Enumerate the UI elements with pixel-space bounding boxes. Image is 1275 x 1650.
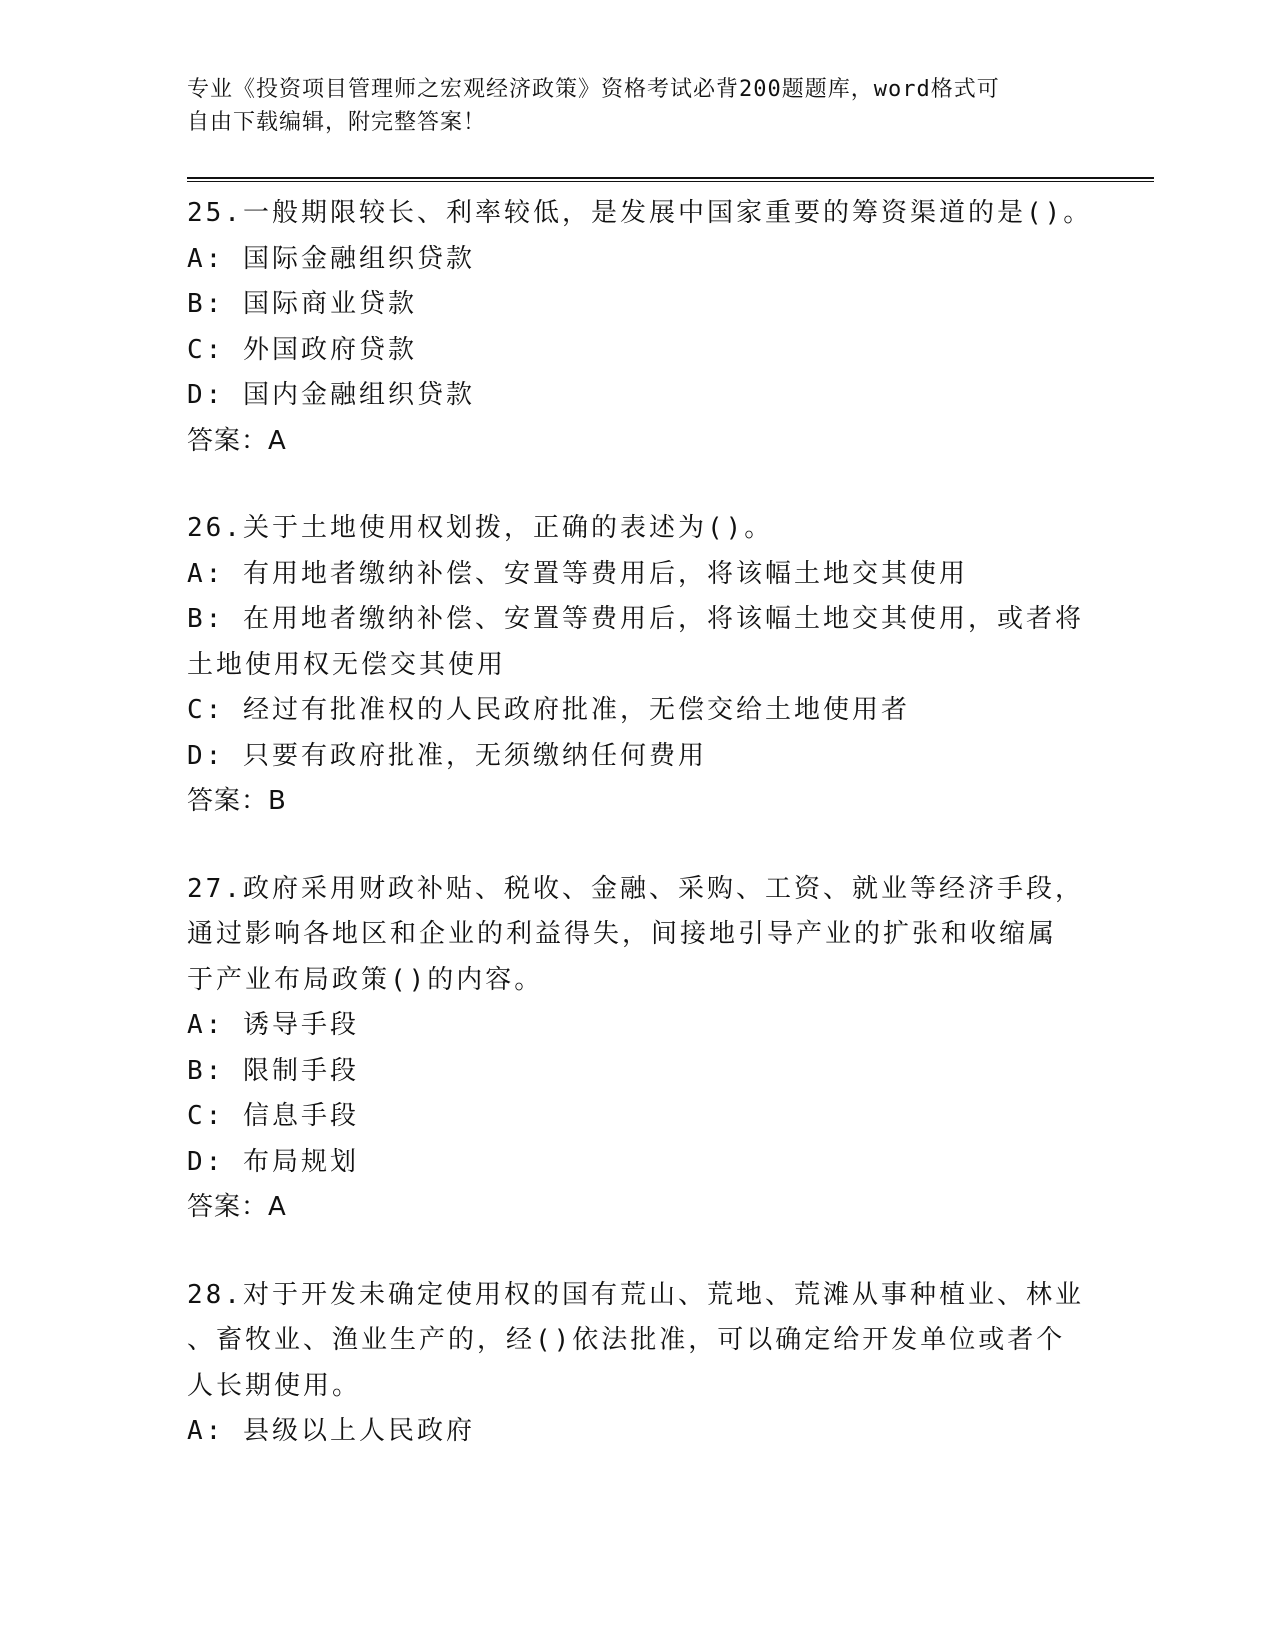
question-stem-continued: 于产业布局政策()的内容。 — [187, 964, 544, 995]
answer-label: 答案：B — [187, 786, 287, 816]
option-a: A: 诱导手段 — [187, 1010, 359, 1040]
header-line: 自由下载编辑，附完整答案！ — [187, 110, 487, 135]
option-d: D: 只要有政府批准，无须缴纳任何费用 — [187, 740, 707, 771]
option-b: B: 限制手段 — [187, 1055, 359, 1086]
question-stem-continued: 人长期使用。 — [187, 1370, 362, 1401]
question-stem: 25.一般期限较长、利率较低，是发展中国家重要的筹资渠道的是()。 — [187, 198, 1093, 228]
question-stem-continued: 、畜牧业、渔业生产的，经()依法批准，可以确定给开发单位或者个 — [187, 1325, 1066, 1355]
question-list — [187, 191, 1093, 1455]
option-b-continued: 土地使用权无偿交其使用 — [187, 649, 507, 680]
document-header — [187, 73, 1067, 139]
option-b: B: 在用地者缴纳补偿、安置等费用后，将该幅土地交其使用，或者将 — [187, 604, 1084, 634]
option-b: B: 国际商业贷款 — [187, 289, 417, 319]
option-d: D: 布局规划 — [187, 1146, 359, 1177]
answer-label: 答案：A — [187, 1192, 287, 1222]
header-line: 专业《投资项目管理师之宏观经济政策》资格考试必背200题题库，word格式可 — [187, 77, 1000, 102]
option-a: A: 县级以上人民政府 — [187, 1416, 475, 1446]
question-stem: 28.对于开发未确定使用权的国有荒山、荒地、荒滩从事种植业、林业 — [187, 1279, 1084, 1310]
option-d: D: 国内金融组织贷款 — [187, 380, 475, 410]
question-27 — [187, 867, 1087, 1231]
header-divider — [187, 177, 1154, 182]
option-c: C: 外国政府贷款 — [187, 334, 417, 365]
question-stem: 27.政府采用财政补贴、税收、金融、采购、工资、就业等经济手段， — [187, 873, 1084, 904]
question-26 — [187, 506, 1087, 825]
question-stem-continued: 通过影响各地区和企业的利益得失，间接地引导产业的扩张和收缩属 — [187, 919, 1058, 949]
question-28 — [187, 1273, 1087, 1455]
option-c: C: 经过有批准权的人民政府批准，无偿交给土地使用者 — [187, 695, 910, 725]
option-a: A: 国际金融组织贷款 — [187, 243, 475, 274]
option-a: A: 有用地者缴纳补偿、安置等费用后，将该幅土地交其使用 — [187, 558, 968, 589]
question-stem: 26.关于土地使用权划拨，正确的表述为()。 — [187, 513, 774, 543]
answer-label: 答案：A — [187, 425, 287, 456]
question-25 — [187, 191, 1093, 464]
option-c: C: 信息手段 — [187, 1101, 359, 1131]
